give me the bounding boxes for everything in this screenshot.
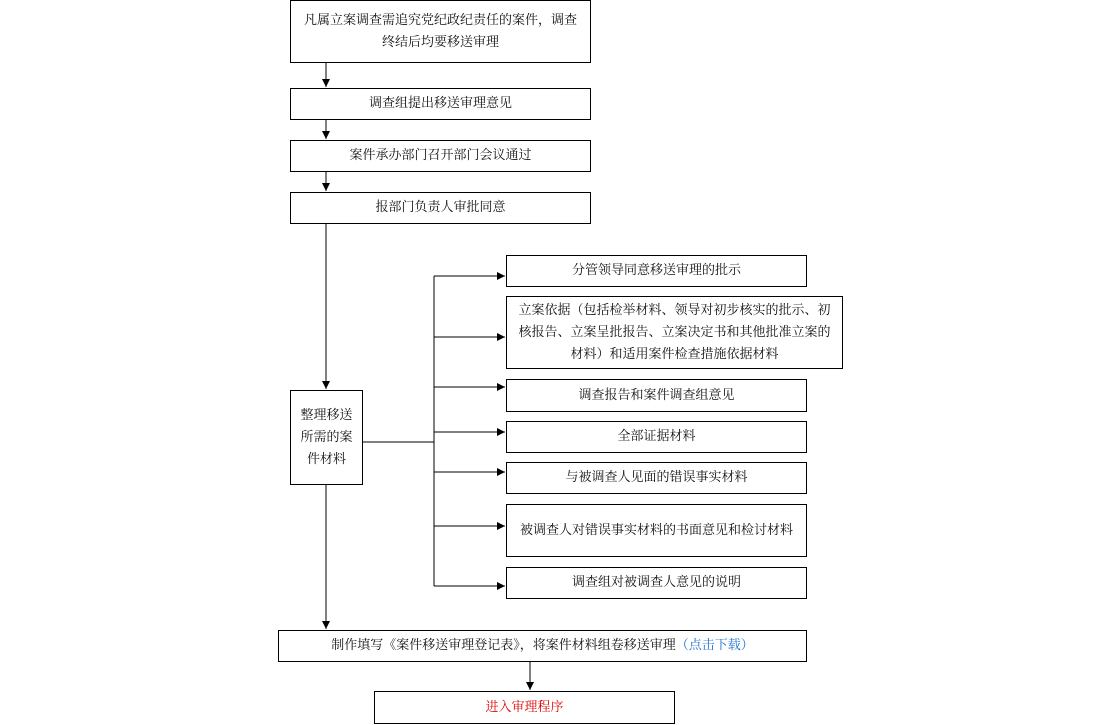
step-enter-review: 进入审理程序 <box>374 691 675 724</box>
step-register-form <box>278 630 807 662</box>
material-item-7: 调查组对被调查人意见的说明 <box>506 567 807 599</box>
material-item-1: 分管领导同意移送审理的批示 <box>506 255 807 287</box>
register-text: 制作填写《案件移送审理登记表》，将案件材料组卷移送审理 <box>331 638 676 653</box>
material-item-2: 立案依据（包括检举材料、领导对初步核实的批示、初核报告、立案呈批报告、立案决定书和其他批准立案的材料）和适用案件检查措施依据材料 <box>506 296 843 369</box>
material-item-6: 被调查人对错误事实材料的书面意见和检讨材料 <box>506 504 807 557</box>
material-item-4: 全部证据材料 <box>506 421 807 453</box>
step-investigation-group-opinion: 调查组提出移送审理意见 <box>290 88 591 120</box>
step-department-meeting: 案件承办部门召开部门会议通过 <box>290 140 591 172</box>
step-prepare-materials: 整理移送所需的案件材料 <box>290 390 363 485</box>
download-link[interactable]: （点击下载） <box>675 638 754 653</box>
material-item-3: 调查报告和案件调查组意见 <box>506 379 807 412</box>
step-case-transfer-rule: 凡属立案调查需追究党纪政纪责任的案件，调查终结后均要移送审理 <box>290 0 591 63</box>
step-head-approval: 报部门负责人审批同意 <box>290 192 591 224</box>
material-item-5: 与被调查人见面的错误事实材料 <box>506 462 807 494</box>
